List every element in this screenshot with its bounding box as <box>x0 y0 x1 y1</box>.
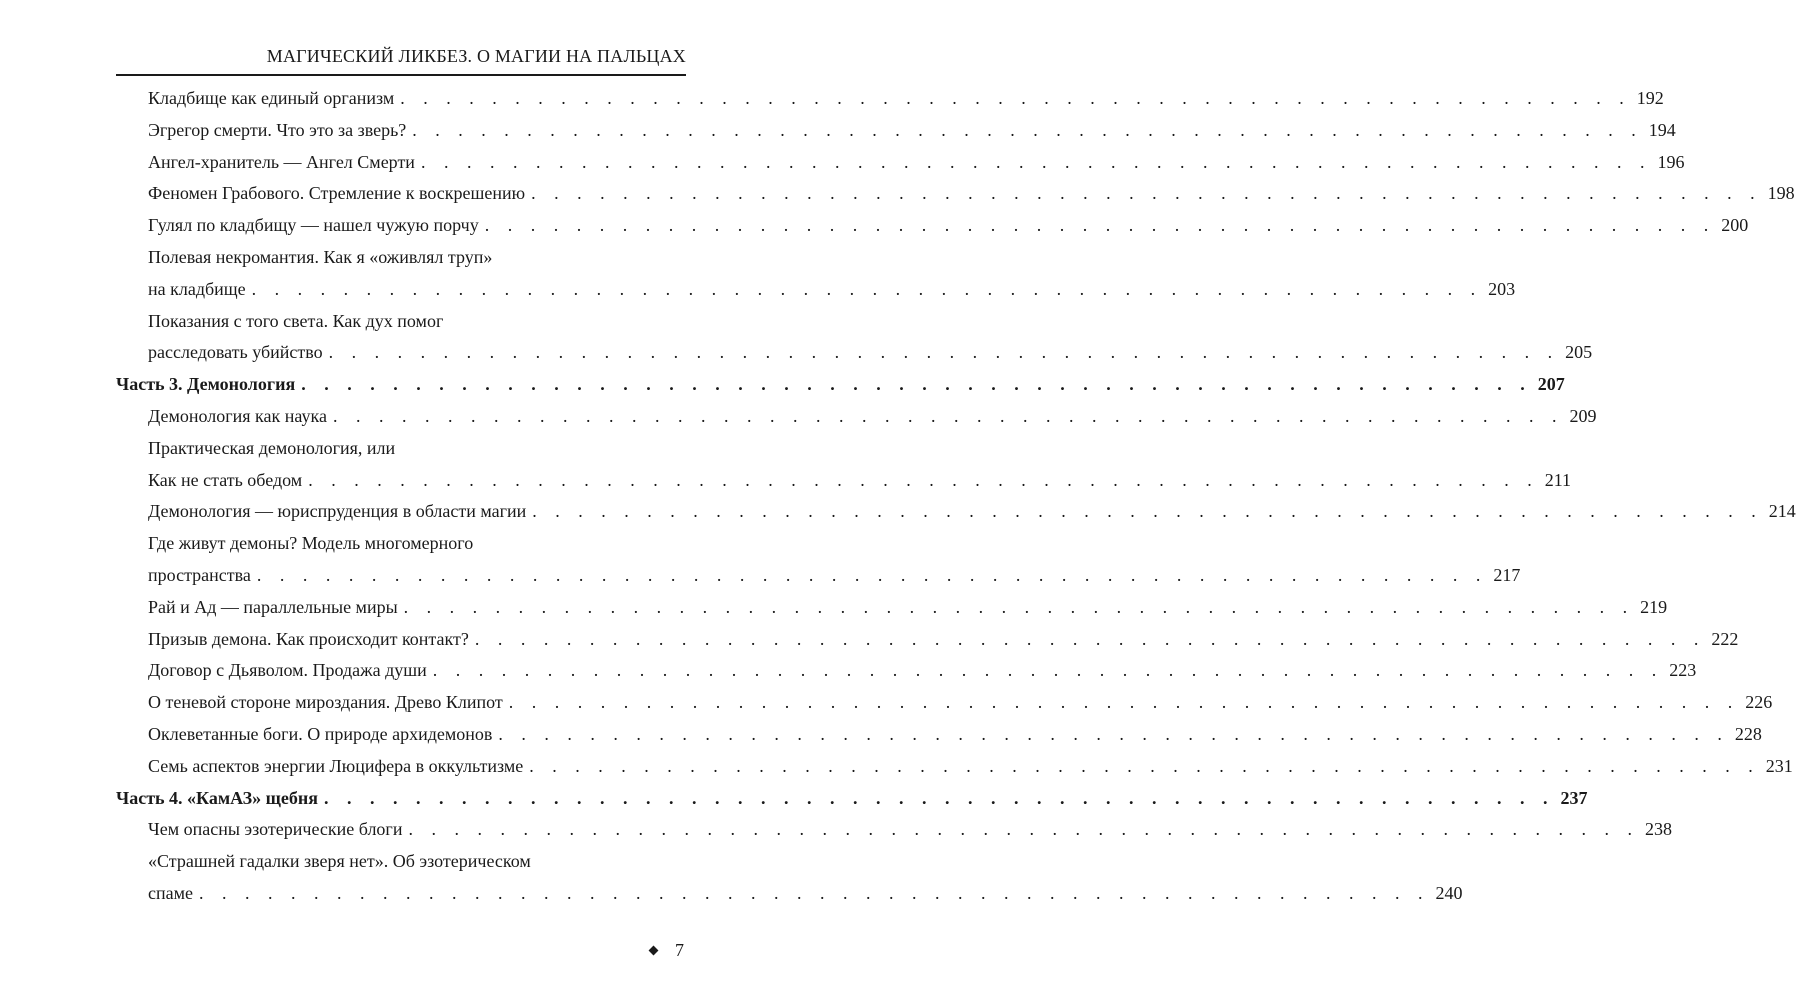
dot-leader: . . . . . . . . . . . . . . . . . . . . . . . . . . . . . . . . . . . . . . . . . . . . . . . . . . . . . . <box>332 406 1564 426</box>
toc-entry <box>148 815 1672 843</box>
toc-entry-page: 203 <box>1488 278 1516 299</box>
toc-entry-title: Как не стать обедом <box>148 469 303 490</box>
toc-entry-page: 198 <box>1767 183 1795 204</box>
toc-entry <box>148 179 1795 207</box>
toc-part-heading <box>116 370 1565 398</box>
toc-entry-title: Где живут демоны? Модель многомерного <box>148 533 474 554</box>
toc-entry-page: 228 <box>1734 724 1762 744</box>
toc-entry-page: 223 <box>1669 660 1697 681</box>
toc-entry <box>148 338 1593 366</box>
dot-leader: . . . . . . . . . . . . . . . . . . . . . . . . . . . . . . . . . . . . . . . . . . . . . . . . . . . . . . <box>529 755 1760 776</box>
toc-entry-page: 196 <box>1657 151 1685 172</box>
dot-leader: . . . . . . . . . . . . . . . . . . . . . . . . . . . . . . . . . . . . . . . . . . . . . . . . . . . . . . <box>474 628 1706 649</box>
toc-entry-page: 219 <box>1640 596 1668 617</box>
dot-leader: . . . . . . . . . . . . . . . . . . . . . . . . . . . . . . . . . . . . . . . . . . . . . . . . . . . . . . <box>199 883 1430 903</box>
toc-entry <box>148 720 1762 748</box>
dot-leader: . . . . . . . . . . . . . . . . . . . . . . . . . . . . . . . . . . . . . . . . . . . . . . . . . . . . . . <box>420 151 1652 172</box>
toc-entry-title: Феномен Грабового. Стремление к воскрешению <box>148 183 526 204</box>
toc-entry-title: О теневой стороне мироздания. Древо Клипот <box>148 692 503 713</box>
dot-leader: . . . . . . . . . . . . . . . . . . . . . . . . . . . . . . . . . . . . . . . . . . . . . . . . . . . . . . <box>508 692 1740 713</box>
toc-entry-title: Эгрегор смерти. Что это за зверь? <box>148 119 407 140</box>
dot-leader: . . . . . . . . . . . . . . . . . . . . . . . . . . . . . . . . . . . . . . . . . . . . . . . . . . . . . . <box>301 374 1532 395</box>
dot-leader: . . . . . . . . . . . . . . . . . . . . . . . . . . . . . . . . . . . . . . . . . . . . . . . . . . . . . . <box>256 565 1488 585</box>
toc-entry <box>148 497 1796 525</box>
toc-entry-title: на кладбище <box>148 278 246 299</box>
dot-leader: . . . . . . . . . . . . . . . . . . . . . . . . . . . . . . . . . . . . . . . . . . . . . . . . . . . . . . <box>498 724 1729 744</box>
toc-entry-title: Призыв демона. Как происходит контакт? <box>148 628 469 649</box>
dot-leader: . . . . . . . . . . . . . . . . . . . . . . . . . . . . . . . . . . . . . . . . . . . . . . . . . . . . . . <box>432 660 1664 681</box>
toc-entry-title: Демонология — юриспруденция в области магии <box>148 501 527 522</box>
toc-entry-page: 240 <box>1435 883 1463 903</box>
toc-entry-page: 205 <box>1565 342 1593 363</box>
toc-entry <box>148 752 1793 780</box>
toc-entry <box>148 434 684 462</box>
toc-entry <box>148 116 1676 144</box>
toc-entry <box>148 656 1697 684</box>
dot-leader: . . . . . . . . . . . . . . . . . . . . . . . . . . . . . . . . . . . . . . . . . . . . . . . . . . . . . . <box>532 501 1763 522</box>
dot-leader: . . . . . . . . . . . . . . . . . . . . . . . . . . . . . . . . . . . . . . . . . . . . . . . . . . . . . . <box>323 787 1555 808</box>
toc-entry <box>148 275 1516 303</box>
toc-entry <box>148 561 1521 589</box>
toc-entry <box>148 148 1685 176</box>
toc-entry-page: 194 <box>1648 119 1676 140</box>
diamond-ornament-icon <box>649 945 659 955</box>
toc-entry-title: Часть 4. «КамАЗ» щебня <box>116 787 318 808</box>
toc-entry <box>148 529 684 557</box>
dot-leader: . . . . . . . . . . . . . . . . . . . . . . . . . . . . . . . . . . . . . . . . . . . . . . . . . . . . . . <box>412 119 1643 140</box>
toc-entry <box>148 847 684 875</box>
dot-leader: . . . . . . . . . . . . . . . . . . . . . . . . . . . . . . . . . . . . . . . . . . . . . . . . . . . . . . <box>400 88 1631 108</box>
dot-leader: . . . . . . . . . . . . . . . . . . . . . . . . . . . . . . . . . . . . . . . . . . . . . . . . . . . . . . <box>251 278 1483 299</box>
toc-entry-title: Гулял по кладбищу — нашел чужую порчу <box>148 215 479 236</box>
toc-entry <box>148 879 1463 907</box>
toc-entry-title: Практическая демонология, или <box>148 437 396 458</box>
toc-entry <box>148 307 684 335</box>
toc-entry-title: Часть 3. Демонология <box>116 374 296 395</box>
toc-entry <box>148 466 1572 494</box>
toc-entry-title: Демонология как наука <box>148 406 327 426</box>
toc-entry-page: 231 <box>1765 755 1793 776</box>
toc-entry-title: Кладбище как единый организм <box>148 88 395 108</box>
toc-entry-title: Рай и Ад — параллельные миры <box>148 596 398 617</box>
toc-entry <box>148 688 1773 716</box>
toc-entry-page: 237 <box>1560 787 1588 808</box>
toc-entry <box>148 625 1739 653</box>
toc-entry-page: 207 <box>1537 374 1565 395</box>
toc-entry-title: Договор с Дьяволом. Продажа души <box>148 660 427 681</box>
dot-leader: . . . . . . . . . . . . . . . . . . . . . . . . . . . . . . . . . . . . . . . . . . . . . . . . . . . . . . <box>408 819 1639 840</box>
dot-leader: . . . . . . . . . . . . . . . . . . . . . . . . . . . . . . . . . . . . . . . . . . . . . . . . . . . . . . <box>484 215 1716 236</box>
toc-entry-title: спаме <box>148 883 193 903</box>
toc-entry-page: 226 <box>1745 692 1773 713</box>
running-header-title: МАГИЧЕСКИЙ ЛИКБЕЗ. О МАГИИ НА ПАЛЬЦАХ <box>266 46 686 66</box>
toc-entry-title: Ангел-хранитель — Ангел Смерти <box>148 151 415 172</box>
toc-entry-page: 214 <box>1768 501 1796 522</box>
toc-entry-title: Полевая некромантия. Как я «оживлял труп» <box>148 247 493 267</box>
toc-entry-title: Семь аспектов энергии Люцифера в оккультизме <box>148 755 524 776</box>
page-number: 7 <box>675 939 684 960</box>
toc-entry-page: 200 <box>1721 215 1749 236</box>
toc-part-heading <box>116 784 1588 812</box>
toc-entry-page: 217 <box>1493 565 1521 585</box>
toc-entry-page: 222 <box>1711 628 1739 649</box>
toc-entry-page: 209 <box>1569 406 1597 426</box>
dot-leader: . . . . . . . . . . . . . . . . . . . . . . . . . . . . . . . . . . . . . . . . . . . . . . . . . . . . . . <box>403 596 1635 617</box>
dot-leader: . . . . . . . . . . . . . . . . . . . . . . . . . . . . . . . . . . . . . . . . . . . . . . . . . . . . . . <box>531 183 1762 204</box>
toc-entry <box>148 402 1597 430</box>
page-footer <box>650 938 684 962</box>
toc-entry-title: «Страшней гадалки зверя нет». Об эзотерическом <box>148 851 531 872</box>
toc-entry-title: Показания с того света. Как дух помог <box>148 310 444 331</box>
toc-entry-title: расследовать убийство <box>148 342 323 363</box>
toc-entry <box>148 84 1664 112</box>
toc-entry-page: 211 <box>1544 469 1572 490</box>
dot-leader: . . . . . . . . . . . . . . . . . . . . . . . . . . . . . . . . . . . . . . . . . . . . . . . . . . . . . . <box>308 469 1539 490</box>
toc-entry-page: 192 <box>1636 88 1664 108</box>
dot-leader: . . . . . . . . . . . . . . . . . . . . . . . . . . . . . . . . . . . . . . . . . . . . . . . . . . . . . . <box>328 342 1560 363</box>
toc-entry <box>148 243 684 271</box>
toc-entry <box>148 593 1668 621</box>
toc-entry-title: пространства <box>148 565 251 585</box>
toc-entry-title: Чем опасны эзотерические блоги <box>148 819 403 840</box>
toc-entry-title: Оклеветанные боги. О природе архидемонов <box>148 724 493 744</box>
toc-entry <box>148 211 1749 239</box>
toc-entry-page: 238 <box>1644 819 1672 840</box>
